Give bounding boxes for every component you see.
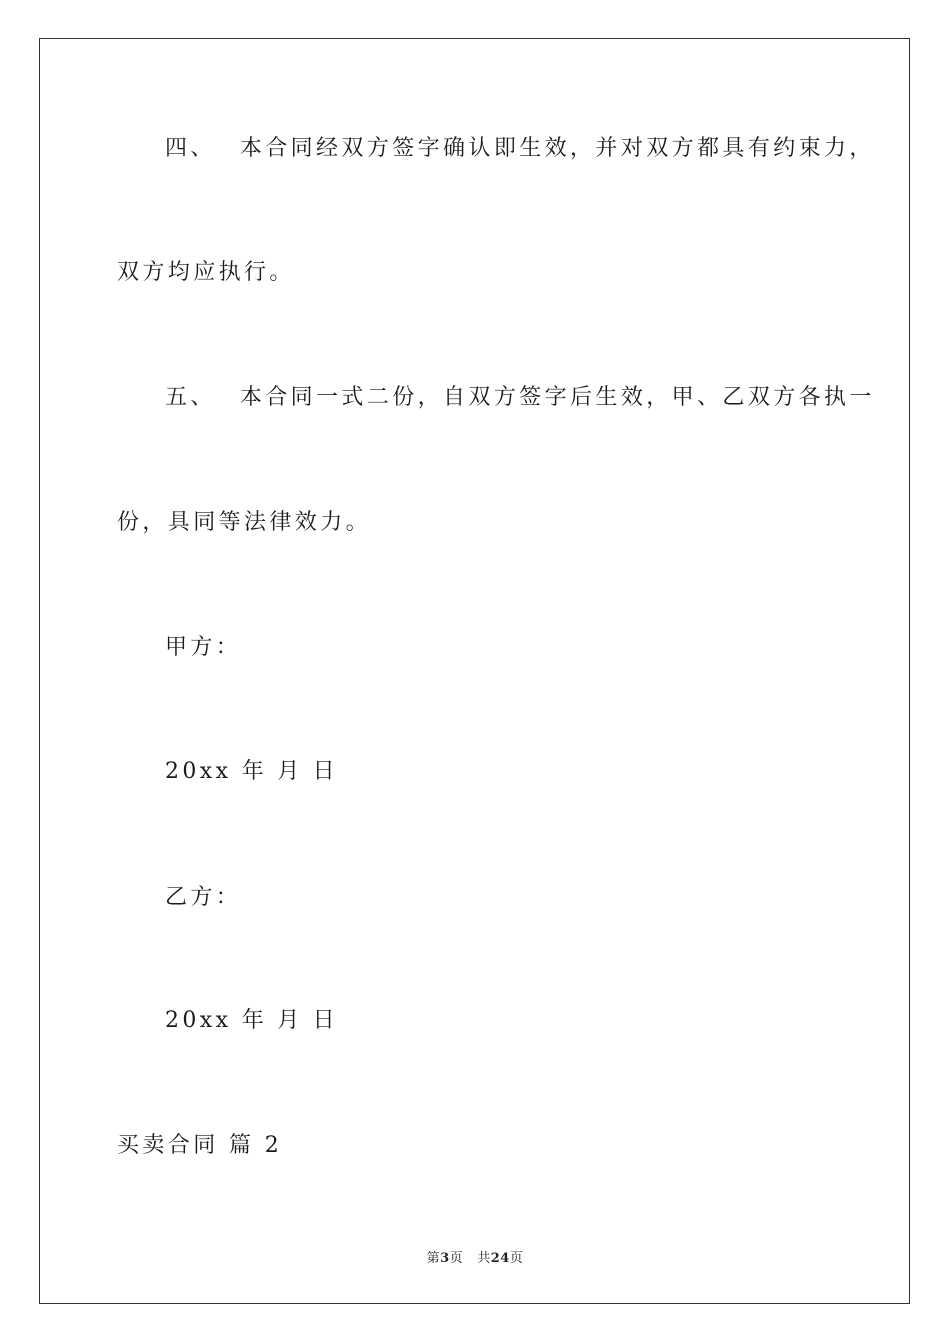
clause-5-line-2: 份，具同等法律效力。	[117, 510, 372, 535]
clause-4-line-1	[165, 134, 875, 164]
clause-5-text: 本合同一式二份，自双方签字后生效，甲、乙双方各执一	[239, 385, 875, 410]
page-border	[39, 38, 910, 1304]
footer-total-suffix: 页	[509, 1251, 524, 1266]
party-b-label: 乙方：	[165, 885, 242, 910]
clause-4-line-2: 双方均应执行。	[117, 260, 295, 285]
party-b-date-year: 20xx 年	[165, 1008, 268, 1033]
clause-5-marker: 五、	[165, 385, 216, 410]
footer-total-pages: 24	[490, 1251, 510, 1266]
footer-page-number: 3	[440, 1251, 450, 1266]
party-b-date-month: 月	[277, 1008, 303, 1033]
page-footer	[0, 1247, 950, 1266]
party-b-date	[165, 1006, 338, 1036]
party-a-date-month: 月	[277, 759, 303, 784]
footer-total-prefix: 共	[477, 1251, 491, 1266]
clause-5-line-1	[165, 383, 875, 413]
party-b-date-day: 日	[312, 1008, 339, 1033]
clause-4-text: 本合同经双方签字确认即生效，并对双方都具有约束力，	[239, 136, 875, 161]
footer-page-prefix: 第	[426, 1251, 441, 1266]
party-a-label: 甲方：	[165, 635, 242, 660]
party-a-date-year: 20xx 年	[165, 759, 268, 784]
clause-4-marker: 四、	[165, 136, 216, 161]
next-section-title: 买卖合同 篇 2	[117, 1133, 283, 1158]
party-a-date	[165, 757, 338, 787]
footer-page-suffix: 页	[449, 1251, 464, 1266]
party-a-date-day: 日	[312, 759, 339, 784]
